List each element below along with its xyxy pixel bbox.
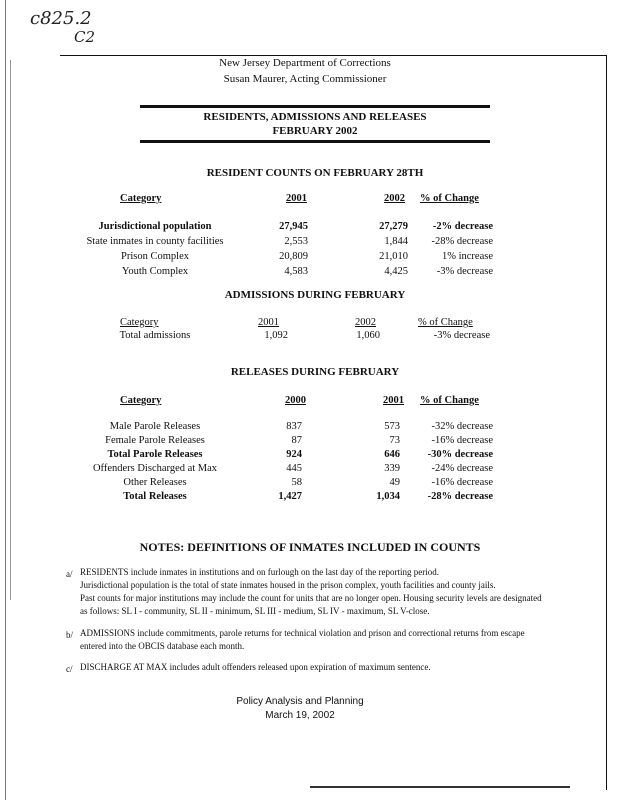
resident-row-chg-2: 1% increase: [441, 251, 493, 262]
header-top-rule: [60, 55, 607, 56]
release-row-a-3: 445: [286, 463, 302, 474]
residents-col-2002: 2002: [384, 193, 405, 204]
release-row-a-1: 87: [291, 435, 302, 446]
handwritten-file-number: c825.2: [30, 8, 92, 29]
resident-row-chg-3: -3% decrease: [436, 266, 493, 277]
release-row-a-2: 924: [286, 449, 302, 460]
releases-heading: RELEASES DURING FEBRUARY: [230, 366, 400, 378]
resident-row-a-0: 27,945: [279, 221, 308, 232]
release-row-b-3: 339: [384, 463, 400, 474]
handwritten-code: C2: [74, 28, 96, 46]
release-row-b-0: 573: [384, 421, 400, 432]
admissions-col-2001: 2001: [258, 317, 279, 328]
admissions-col-change: % of Change: [418, 317, 473, 328]
releases-col-2001: 2001: [383, 395, 404, 406]
residents-col-2001: 2001: [286, 193, 307, 204]
release-row-b-5: 1,034: [376, 491, 400, 502]
admission-row-a-0: 1,092: [264, 330, 288, 341]
commissioner-name: Susan Maurer, Acting Commissioner: [223, 73, 387, 85]
header-right-rule: [606, 55, 607, 790]
residents-col-category: Category: [120, 193, 162, 204]
note-a-marker: a/: [66, 569, 73, 579]
report-month: FEBRUARY 2002: [272, 125, 358, 137]
note-a-line-2: Jurisdictional population is the total of state inmates housed in the prison complex, youth facilities and county jails.: [80, 580, 496, 590]
release-row-chg-5: -28% decrease: [427, 491, 493, 502]
footer-office: Policy Analysis and Planning: [236, 696, 364, 707]
title-bottom-rule: [140, 140, 490, 143]
admission-row-cat-0: Total admissions: [119, 330, 191, 341]
note-a-line-3: Past counts for major institutions may include the count for units that are no longer open. Housing security levels are designated: [80, 593, 542, 603]
resident-row-b-2: 21,010: [379, 251, 408, 262]
note-b-line-1: ADMISSIONS include commitments, parole returns for technical violation and prison and correctional returns from escape: [80, 628, 525, 638]
resident-row-cat-0: Jurisdictional population: [98, 221, 212, 232]
release-row-chg-2: -30% decrease: [427, 449, 493, 460]
release-row-cat-3: Offenders Discharged at Max: [92, 463, 218, 474]
resident-row-a-2: 20,809: [279, 251, 308, 262]
release-row-b-2: 646: [384, 449, 400, 460]
admissions-col-category: Category: [120, 317, 159, 328]
release-row-a-5: 1,427: [278, 491, 302, 502]
residents-heading: RESIDENT COUNTS ON FEBRUARY 28TH: [206, 167, 424, 179]
release-row-chg-0: -32% decrease: [431, 421, 493, 432]
resident-row-a-3: 4,583: [284, 266, 308, 277]
releases-col-change: % of Change: [420, 395, 479, 406]
title-top-rule: [140, 105, 490, 108]
release-row-cat-0: Male Parole Releases: [109, 421, 201, 432]
releases-col-2000: 2000: [285, 395, 306, 406]
resident-row-a-1: 2,553: [284, 236, 308, 247]
admissions-col-2002: 2002: [355, 317, 376, 328]
release-row-chg-4: -16% decrease: [431, 477, 493, 488]
note-a-line-4: as follows: SL I - community, SL II - minimum, SL III - medium, SL IV - maximum, SL V-close.: [80, 606, 430, 616]
note-a-line-1: RESIDENTS include inmates in institutions and on furlough on the last day of the reporting period.: [80, 567, 439, 577]
release-row-chg-3: -24% decrease: [431, 463, 493, 474]
residents-col-change: % of Change: [420, 193, 479, 204]
release-row-cat-5: Total Releases: [123, 491, 187, 502]
release-row-b-1: 73: [389, 435, 400, 446]
release-row-cat-1: Female Parole Releases: [105, 435, 205, 446]
resident-row-cat-3: Youth Complex: [121, 266, 189, 277]
resident-row-chg-0: -2% decrease: [432, 221, 493, 232]
note-c-marker: c/: [66, 664, 73, 674]
notes-heading: NOTES: DEFINITIONS OF INMATES INCLUDED IN COUNTS: [139, 540, 481, 554]
bottom-scan-rule: [310, 786, 570, 788]
footer-date: March 19, 2002: [265, 710, 335, 721]
resident-row-b-0: 27,279: [379, 221, 408, 232]
release-row-a-4: 58: [291, 477, 302, 488]
resident-row-b-1: 1,844: [384, 236, 408, 247]
left-edge-line: [5, 0, 6, 800]
release-row-a-0: 837: [286, 421, 302, 432]
admission-row-b-0: 1,060: [356, 330, 380, 341]
release-row-chg-1: -16% decrease: [431, 435, 493, 446]
release-row-b-4: 49: [389, 477, 400, 488]
resident-row-cat-1: State inmates in county facilities: [86, 236, 224, 247]
releases-col-category: Category: [120, 395, 162, 406]
note-b-marker: b/: [66, 630, 74, 640]
resident-row-cat-2: Prison Complex: [121, 251, 189, 262]
admissions-heading: ADMISSIONS DURING FEBRUARY: [224, 289, 406, 301]
release-row-cat-2: Total Parole Releases: [107, 449, 203, 460]
left-edge-line-inner: [10, 60, 11, 600]
resident-row-chg-1: -28% decrease: [431, 236, 493, 247]
note-c-line-1: DISCHARGE AT MAX includes adult offenders released upon expiration of maximum sentence.: [80, 662, 431, 672]
resident-row-b-3: 4,425: [384, 266, 408, 277]
release-row-cat-4: Other Releases: [123, 477, 187, 488]
note-b-line-2: entered into the OBCIS database each month.: [80, 641, 245, 651]
department-name: New Jersey Department of Corrections: [219, 57, 391, 69]
admission-row-chg-0: -3% decrease: [433, 330, 490, 341]
report-title: RESIDENTS, ADMISSIONS AND RELEASES: [203, 111, 427, 123]
